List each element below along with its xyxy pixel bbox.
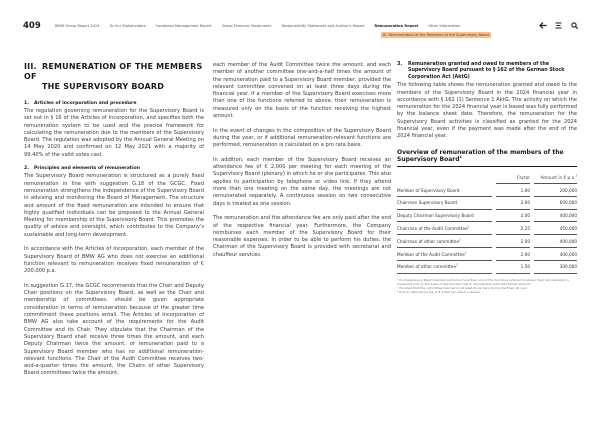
footnote: ² Provided that the committee has met on at least three days during the financial year. (397, 285, 528, 290)
paragraph: each member of the Audit Committee twice the amount, and each member of another committee one-and-a-half times the amount of the remuneration paid to a Supervisory Board member, provided the relevant committee convened on at least three days during the financial year. If a member of the Supervisory Board exercises more than one of the functions referred to above, their remuneration is measured only on the basis of the function receiving the highest amount. (213, 62, 391, 120)
nav-link-financial-statements[interactable]: Group Financial Statements (221, 24, 272, 28)
nav-link-remuneration-report[interactable]: Remuneration Report (374, 24, 419, 28)
subheading-remuneration-granted: 3. Remuneration granted and owed to members of the Supervisory Board pursuant to § 162 of the German Stock Corporation Act (AktG) (397, 62, 565, 80)
menu-icon[interactable] (554, 21, 563, 30)
column-header-amount: Amount in € p.a.$^3$ (534, 170, 577, 184)
table-title: Overview of remuneration of the members of the Supervisory Board$^1$ (397, 149, 577, 167)
breadcrumb[interactable]: III. Remuneration of the Members of the Supervisory Board (383, 33, 490, 37)
paragraph: In suggestion G.17, the GCGC recommends that the Chair and Deputy Chair positions on the Supervisory Board, as well as the Chair and membership of committees, should be given appropriate consideration in terms of remuneration because of the greater time commitment these positions entail. The Articles of Incorporation of BMW AG also take account of the requirements for the Audit Committee and its Chair. They stipulate that the Chairman of the Supervisory Board shall receive three times the amount, and each Deputy Chairman twice the amount, of remuneration paid to a Supervisory Board member who has no additional remuneration-relevant functions. The Chair of the Audit Committee receives two-and-a-quarter times the amount, the Chairs of other Supervisory Board committees twice the amount, (24, 282, 204, 377)
table-row: Member of other committee$^2$ 1.50 300,000 (397, 261, 577, 274)
footnote: ³ Plus an attendance fee of € 2,000 per plenary session. (397, 289, 482, 294)
nav-link-responsibility-statement[interactable]: Responsibility Statement and Auditor's Report (281, 24, 365, 28)
column-right (397, 62, 577, 294)
footnote: ¹ If a Supervisory Board member performs more than one of the functions referred to above, their remuneration is measured only on the basis of the function that is remunerated with the highest amount. (397, 277, 569, 286)
toolbar-icons (538, 21, 579, 30)
column-middle (213, 62, 391, 266)
paragraph: In addition, each member of the Supervisory Board receives an attendance fee of € 2,000 per meeting for each meeting of the Supervisory Board (plenary) in which he or she participates. This also applies to participation by telephone or video link. If they attend more than one meeting on the same day, the meetings are not remunerated separately. A continuous session on two consecutive days is treated as one session. (213, 156, 391, 207)
paragraph: In accordance with the Articles of Incorporation, each member of the Supervisory Board of BMW AG who does not exercise an additional function relevant to remuneration receives fixed remuneration of € 200,000 p.a. (24, 246, 204, 275)
table-header-row (397, 170, 577, 184)
table-row: Member of Supervisory Board 1.00 200,000 (397, 184, 577, 197)
section-nav (55, 24, 470, 28)
page-number: 409 (23, 21, 41, 31)
section-heading: III. REMUNERATION OF THE MEMBERS OF THE SUPERVISORY BOARD (24, 62, 203, 91)
table-footnotes (397, 278, 577, 294)
column-left (24, 62, 204, 385)
subheading-principles: 2. Principles and elements of remuneration (24, 166, 140, 172)
search-icon[interactable] (570, 21, 579, 30)
table-row: Deputy Chairman Supervisory Board 2.00 400,000 (397, 210, 577, 223)
paragraph: In the event of changes in the composition of the Supervisory Board during the year, or if additional remuneration-relevant functions are performed, remuneration is calculated on a pro rata basis. (213, 127, 391, 149)
top-navigation-bar (0, 0, 600, 40)
nav-link-group-report[interactable]: BMW Group Report 2024 (55, 24, 100, 28)
table-row: Chairman of other committee$^2$ 2.00 400,000 (397, 235, 577, 248)
subheading-articles: 1. Articles of incorporation and procedure (24, 101, 137, 106)
table-row: Chairman Supervisory Board 3.00 600,000 (397, 197, 577, 210)
paragraph: The following table shows the remuneration granted and owed to the members of the Supervisory Board in the 2024 financial year in accordance with § 162 (1) Sentence 1 AktG. The activity on which the remuneration for the 2024 financial year is based was fully performed by the balance sheet date. Therefore, the remuneration for the Supervisory Board activities is classified as granted for the 2024 financial year, even if the payment was made after the end of the 2024 financial year. (397, 82, 577, 140)
paragraph: The Supervisory Board remuneration is structured as a purely fixed remuneration in line with suggestion G.18 of the GCGC. Fixed remuneration strengthens the independence of the Supervisory Board in advising and monitoring the Board of Management. The structure and amount of the fixed remuneration are intended to ensure that highly qualified individuals can be proposed to the Annual General Meeting for membership of the Supervisory Board. This promotes the quality of advice and oversight, which contributes to the Company's sustainable and long-term development. (24, 173, 204, 238)
nav-link-stakeholders[interactable]: To Our Stakeholders (109, 24, 146, 28)
remuneration-table (397, 170, 577, 274)
table-row: Member of the Audit Committee$^2$ 2.00 400,000 (397, 248, 577, 261)
column-header-factor: Factor (496, 170, 530, 184)
back-arrow-icon[interactable] (538, 21, 547, 30)
paragraph: The remuneration and the attendance fee are only paid after the end of the respective financial year. Furthermore, the Company reimburses each member of the Supervisory Board for their reasonable expenses. In order to be able to perform his duties, the Chairman of the Supervisory Board is provided with secretarial and chauffeur services. (213, 215, 391, 258)
table-row: Chairman of the Audit Committee$^2$ 2.25 450,000 (397, 222, 577, 235)
nav-link-management-report[interactable]: Combined Management Report (155, 24, 212, 28)
nav-link-other-information[interactable]: Other Information (428, 24, 461, 28)
paragraph: The regulation governing remuneration for the Supervisory Board is set out in § 16 of the Articles of Incorporation, and specifies both the remuneration system to be used and the precise framework for calculating the remuneration due to the members of the Supervisory Board. The regulation was adopted by the Annual General Meeting on 14 May 2020 and confirmed on 12 May 2021 with a majority of 99.40% of the valid votes cast. (24, 108, 204, 158)
